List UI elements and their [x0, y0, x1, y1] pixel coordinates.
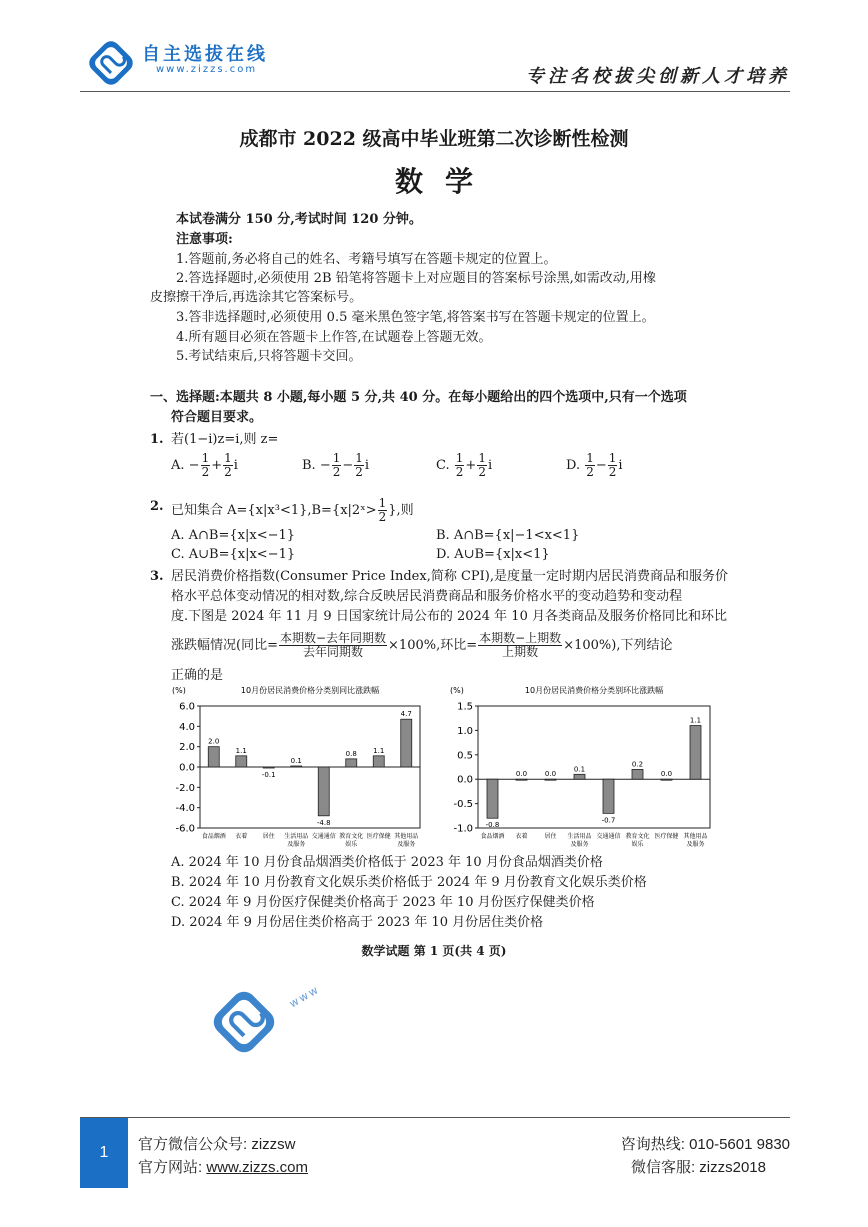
question-stem: 涨跌幅情况(同比= $\frac{\text{本期数−去年同期数}}{\text{去年同期数}}$ ×100%,环比= $\frac{\text{本期数−上期数}}{\text{上期数}}$ ×100%),下列结论: [171, 631, 673, 659]
cpi-yoy-chart: [170, 684, 425, 854]
chart-ytick-label: 4.0: [179, 721, 195, 733]
chart-category-label: 交通通信: [596, 833, 621, 840]
exam-title: 成都市 2022 级高中毕业班第二次诊断性检测: [239, 128, 629, 150]
q2-option-a: A. A∩B={x|x<−1}: [171, 528, 296, 543]
question-stem: 居民消费价格指数(Consumer Price Index,简称 CPI),是度量一定时期内居民消费商品和服务价: [171, 569, 729, 584]
chart-ytick-label: -1.0: [453, 823, 473, 835]
chart-ylabel: (%): [450, 686, 464, 695]
q2-option-c: C. A∪B={x|x<−1}: [171, 547, 296, 562]
chart-category-label: 及服务: [287, 841, 306, 848]
watermark-text: www: [286, 982, 323, 1011]
chart-category-label: 其他用品: [394, 833, 419, 840]
logo-name: 自主选拔在线: [142, 44, 268, 65]
chart-bar: [661, 779, 672, 780]
chart-category-label: 教育文化: [625, 833, 650, 840]
chart-category-label: 娱乐: [345, 841, 358, 848]
chart-category-label: 及服务: [686, 841, 705, 848]
question-stem: 已知集合 A={x|x³<1},B={x|2ˣ> $\frac{1}{2}$ },则: [171, 496, 414, 524]
notice-item: 皮擦擦干净后,再选涂其它答案标号。: [150, 290, 363, 305]
chart-data-label: 0.0: [544, 770, 557, 779]
chart-ytick-label: 0.0: [179, 762, 195, 774]
chart-bar: [545, 779, 556, 780]
chart-ytick-label: -2.0: [175, 782, 195, 794]
chart-data-label: 1.1: [373, 746, 385, 755]
header-divider: [80, 91, 790, 92]
chart-data-label: 0.0: [660, 770, 673, 779]
chart-ytick-label: 1.0: [457, 725, 473, 737]
chart-title: 10月份居民消费价格分类别环比涨跌幅: [524, 686, 664, 695]
q2-option-b: B. A∩B={x|−1<x<1}: [436, 528, 580, 543]
page-footer-text: 数学试题 第 1 页(共 4 页): [361, 944, 507, 958]
question-stem: 格水平总体变动情况的相对数,综合反映居民消费商品和服务价格水平的变动趋势和变动程: [171, 589, 683, 604]
chart-data-label: 0.0: [515, 770, 528, 779]
chart-bar: [291, 766, 302, 767]
chart-category-label: 食品烟酒: [480, 833, 505, 840]
hotline: 咨询热线: 010-5601 9830: [620, 1136, 790, 1153]
section-heading: 一、选择题:本题共 8 小题,每小题 5 分,共 40 分。在每小题给出的四个选项中,只有一个选项: [150, 390, 687, 405]
chart-data-label: 1.1: [689, 716, 702, 725]
site-logo-icon: [88, 40, 134, 86]
chart-category-label: 衣着: [515, 833, 528, 840]
chart-bar: [236, 756, 247, 767]
chart-data-label: 0.2: [631, 760, 644, 769]
chart-data-label: -0.8: [485, 821, 500, 830]
chart-data-label: -0.1: [261, 771, 276, 780]
chart-ylabel: (%): [172, 686, 186, 695]
chart-ytick-label: -4.0: [175, 803, 195, 815]
chart-category-label: 生活用品: [567, 833, 592, 840]
chart-category-label: 娱乐: [631, 841, 644, 848]
chart-bar: [263, 767, 274, 768]
chart-category-label: 交通通信: [311, 833, 336, 840]
chart-data-label: 0.1: [290, 756, 302, 765]
chart-data-label: 0.8: [345, 749, 357, 758]
chart-category-label: 其他用品: [683, 833, 708, 840]
question-stem: 正确的是: [171, 668, 224, 683]
chart-category-label: 医疗保健: [654, 833, 679, 840]
chart-bar: [373, 756, 384, 767]
chart-category-label: 教育文化: [339, 833, 364, 840]
notice-item: 1.答题前,务必将自己的姓名、考籍号填写在答题卡规定的位置上。: [176, 252, 557, 267]
question-number: 2.: [150, 499, 164, 514]
page-number: 1: [80, 1118, 128, 1188]
chart-bar: [401, 719, 412, 767]
q2-option-d: D. A∪B={x|x<1}: [436, 547, 550, 562]
official-site: 官方网站: www.zizzs.com: [138, 1159, 309, 1176]
notice-item: 3.答非选择题时,必须使用 0.5 毫米黑色签字笔,将答案书写在答题卡规定的位置上。: [176, 310, 655, 325]
chart-frame: [478, 706, 710, 828]
chart-ytick-label: -0.5: [453, 799, 473, 811]
chart-bar: [487, 779, 498, 818]
header-slogan: 专注名校拔尖创新人才培养: [526, 66, 790, 87]
chart-category-label: 及服务: [570, 841, 589, 848]
chart-category-label: 医疗保健: [366, 833, 391, 840]
chart-title: 10月份居民消费价格分类别同比涨跌幅: [240, 686, 380, 695]
chart-bar: [574, 774, 585, 779]
q3-option-d: D. 2024 年 9 月份居住类价格高于 2023 年 10 月份居住类价格: [171, 915, 544, 930]
chart-ytick-label: 0.5: [457, 750, 473, 762]
exam-info: 本试卷满分 150 分,考试时间 120 分钟。: [176, 212, 422, 227]
chart-bar: [318, 767, 329, 816]
chart-category-label: 及服务: [397, 841, 416, 848]
exam-subject: 数学: [394, 165, 495, 198]
chart-category-label: 食品烟酒: [201, 833, 226, 840]
chart-data-label: 2.0: [208, 737, 220, 746]
chart-bar: [632, 769, 643, 779]
q3-option-c: C. 2024 年 9 月份医疗保健类价格高于 2023 年 10 月份医疗保健类价格: [171, 895, 595, 910]
chart-category-label: 衣着: [235, 833, 248, 840]
chart-ytick-label: 1.5: [457, 701, 473, 713]
chart-bar: [603, 779, 614, 813]
footer-divider: [80, 1117, 790, 1118]
chart-category-label: 生活用品: [284, 833, 309, 840]
chart-ytick-label: -6.0: [175, 823, 195, 835]
chart-ytick-label: 0.0: [457, 774, 473, 786]
q1-option-a: A. − $\frac{1}{2}$ + $\frac{1}{2}$ i: [171, 451, 238, 479]
chart-data-label: 1.1: [235, 746, 247, 755]
question-stem: 度.下图是 2024 年 11 月 9 日国家统计局公布的 2024 年 10 月各类商品及服务价格同比和环比: [171, 609, 727, 624]
wechat-service: 微信客服: zizzs2018: [630, 1159, 766, 1176]
q1-option-d: D. $\frac{1}{2}$ − $\frac{1}{2}$ i: [566, 451, 623, 479]
notice-heading: 注意事项:: [176, 232, 233, 247]
notice-item: 4.所有题目必须在答题卡上作答,在试题卷上答题无效。: [176, 330, 492, 345]
chart-category-label: 居住: [262, 833, 275, 840]
chart-data-label: 4.7: [400, 710, 412, 719]
chart-bar: [516, 779, 527, 780]
question-stem: 若(1−i)z=i,则 z=: [171, 432, 279, 447]
chart-bar: [208, 747, 219, 767]
question-number: 1.: [150, 432, 164, 447]
official-site-link[interactable]: www.zizzs.com: [206, 1159, 309, 1176]
chart-data-label: -0.7: [601, 816, 616, 825]
chart-ytick-label: 6.0: [179, 701, 195, 713]
section-heading-cont: 符合题目要求。: [171, 410, 263, 425]
wechat-account: 官方微信公众号: zizzsw: [138, 1136, 296, 1153]
q3-option-a: A. 2024 年 10 月份食品烟酒类价格低于 2023 年 10 月份食品烟酒类价格: [171, 855, 603, 870]
question-number: 3.: [150, 569, 164, 584]
watermark-logo-icon: [212, 990, 276, 1054]
chart-data-label: 0.1: [573, 765, 586, 774]
q1-option-b: B. − $\frac{1}{2}$ − $\frac{1}{2}$ i: [302, 451, 370, 479]
chart-bar: [690, 726, 701, 780]
chart-bar: [346, 759, 357, 767]
chart-category-label: 居住: [544, 833, 557, 840]
q1-option-c: C. $\frac{1}{2}$ + $\frac{1}{2}$ i: [436, 451, 493, 479]
chart-ytick-label: 2.0: [179, 742, 195, 754]
cpi-mom-chart: [448, 684, 718, 854]
logo-url: www.zizzs.com: [156, 64, 258, 75]
chart-data-label: -4.8: [316, 818, 331, 827]
notice-item: 5.考试结束后,只将答题卡交回。: [176, 349, 362, 364]
q3-option-b: B. 2024 年 10 月份教育文化娱乐类价格低于 2024 年 9 月份教育文化娱乐类价格: [171, 875, 647, 890]
notice-item: 2.答选择题时,必须使用 2B 铅笔将答题卡上对应题目的答案标号涂黑,如需改动,用橡: [176, 271, 656, 286]
